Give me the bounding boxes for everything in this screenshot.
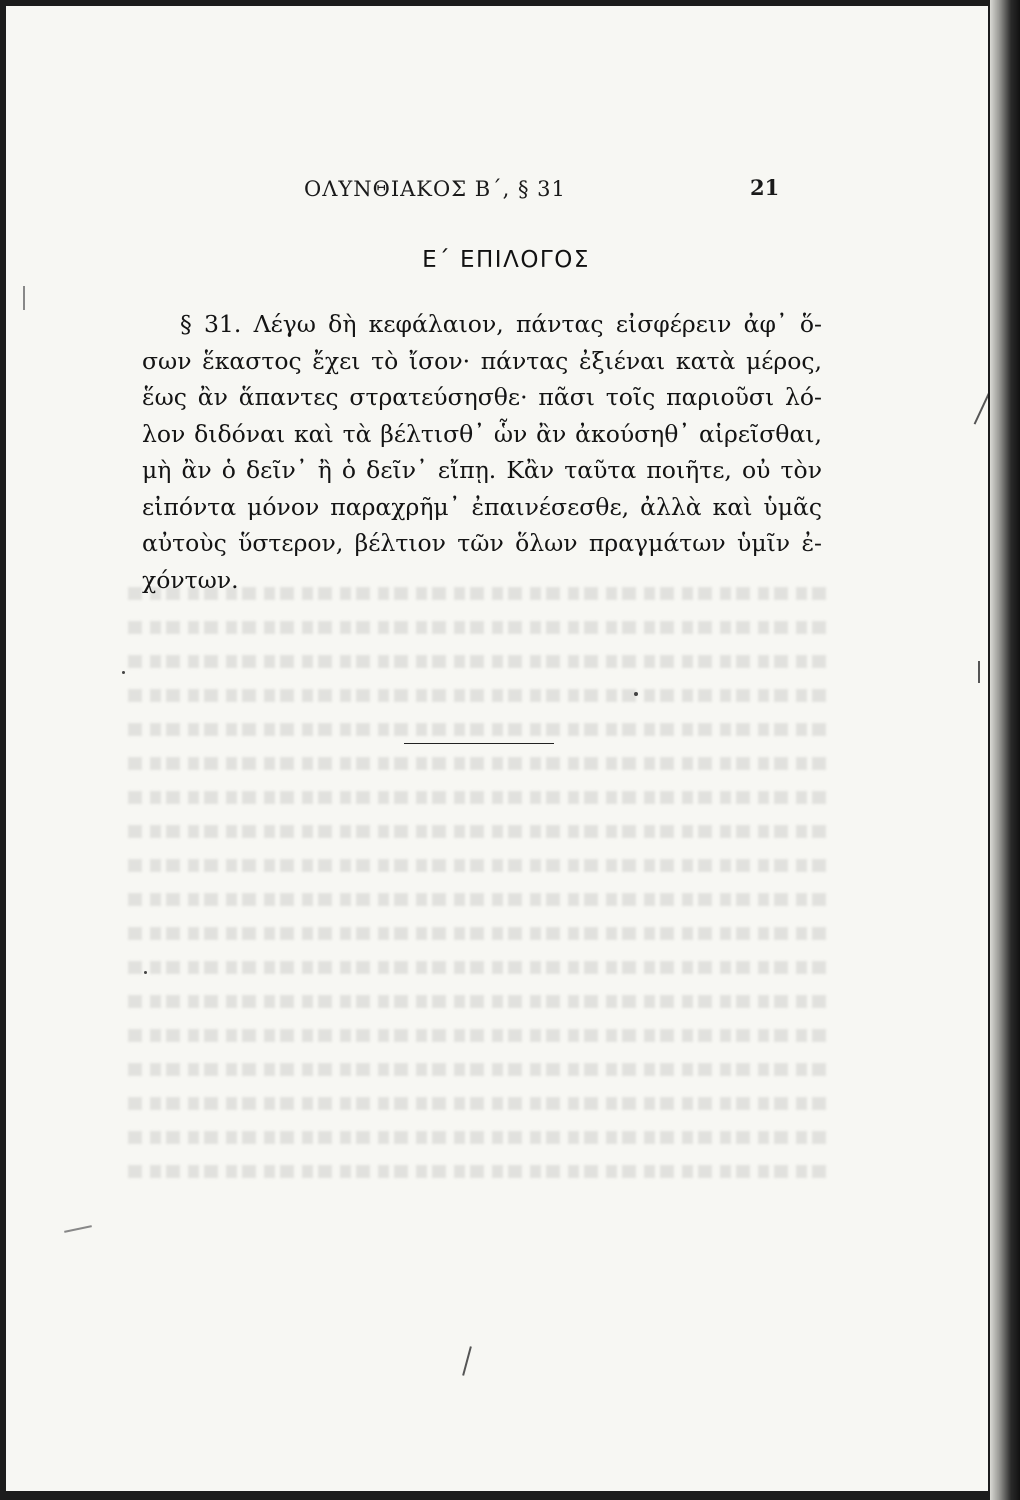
text-line: § 31. Λέγω δὴ κεφάλαιον, πάντας εἰσφέρειν ἀφ᾽ ὅ- — [180, 310, 822, 338]
running-head — [6, 177, 988, 211]
text-line: εἰπόντα μόνον παραχρῆμ᾽ ἐπαινέσεσθε, ἀλλὰ καὶ ὑμᾶς — [142, 492, 822, 521]
text-line: λον διδόναι καὶ τὰ βέλτισθ᾽ ὧν ἂν ἀκούσηθ᾽ αἱρεῖσθαι, — [142, 419, 822, 448]
section-heading: Ε΄ ΕΠΙΛΟΓΟΣ — [422, 247, 590, 273]
print-speck — [144, 971, 147, 974]
margin-mark — [462, 1346, 472, 1375]
page-number: 21 — [750, 175, 780, 200]
print-speck — [122, 671, 125, 674]
margin-mark — [974, 387, 988, 424]
page-edge-shadow — [990, 0, 1020, 1500]
margin-mark — [23, 286, 25, 310]
print-speck — [634, 692, 638, 696]
paragraph-31 — [142, 306, 822, 598]
show-through-text — [126, 566, 826, 1206]
book-page — [6, 6, 988, 1491]
text-line: μὴ ἂν ὁ δεῖν᾽ ἢ ὁ δεῖν᾽ εἴπῃ. Κἂν ταῦτα ποιῆτε, οὐ τὸν — [142, 456, 822, 484]
running-title: ΟΛΥΝΘΙΑΚΟΣ Β΄, § 31 — [304, 177, 566, 201]
text-line: σων ἕκαστος ἔχει τὸ ἴσον· πάντας ἐξιέναι κατὰ μέρος, — [142, 346, 822, 375]
text-line: ἕως ἂν ἅπαντες στρατεύσησθε· πᾶσι τοῖς παριοῦσι λό- — [142, 383, 822, 411]
text-line: αὐτοὺς ὕστερον, βέλτιον τῶν ὅλων πραγμάτων ὑμῖν ἐ- — [142, 529, 822, 557]
text-line: χόντων. — [142, 565, 239, 594]
margin-mark — [64, 1225, 92, 1233]
margin-mark — [978, 661, 980, 683]
section-end-rule — [404, 743, 554, 744]
